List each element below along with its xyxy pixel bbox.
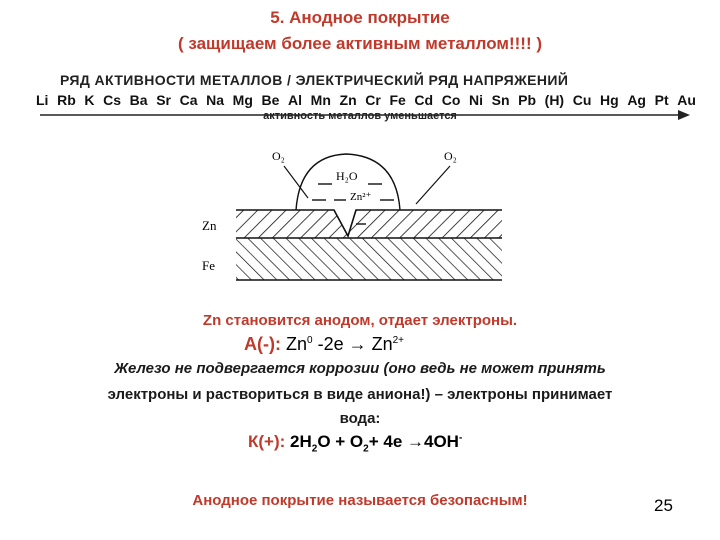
series-element: Sr bbox=[156, 92, 171, 108]
zn-layer-label: Zn bbox=[202, 218, 217, 233]
series-element: Ba bbox=[129, 92, 148, 108]
anode-equation bbox=[244, 334, 404, 355]
fe-layer-label: Fe bbox=[202, 258, 215, 273]
anode-eq-part1: Zn bbox=[286, 334, 308, 354]
series-element: Mg bbox=[232, 92, 253, 108]
anode-eq-sup1: 0 bbox=[307, 335, 313, 346]
anode-label: А(-): bbox=[244, 334, 281, 354]
series-element: Hg bbox=[600, 92, 619, 108]
slide-title: 5. Анодное покрытие bbox=[270, 8, 450, 27]
series-element: Cd bbox=[414, 92, 434, 108]
o2-right-label: O₂ bbox=[444, 149, 457, 163]
series-element: Be bbox=[261, 92, 280, 108]
activity-arrow-label: активность металлов уменьшается bbox=[263, 110, 457, 122]
cathode-equation bbox=[248, 432, 462, 454]
cathode-eq-sup: - bbox=[458, 432, 463, 444]
series-element: Ag bbox=[627, 92, 646, 108]
series-element: Na bbox=[206, 92, 225, 108]
zn-ion-label: Zn²⁺ bbox=[350, 191, 372, 203]
cathode-eq-part1: 2H bbox=[285, 432, 312, 451]
conclusion-text: Анодное покрытие называется безопасным! bbox=[192, 492, 528, 509]
text-line-anode: Zn становится анодом, отдает электроны. bbox=[202, 312, 518, 329]
zn-layer bbox=[236, 210, 502, 238]
series-element: K bbox=[84, 92, 95, 108]
series-element: Au bbox=[677, 92, 696, 108]
cathode-eq-part2: O + O bbox=[317, 432, 364, 451]
text-line-electrons: электроны и раствориться в виде аниона!) – электроны принимает bbox=[107, 386, 613, 403]
cathode-eq-part3: + 4e →4OH bbox=[368, 432, 459, 451]
fe-layer bbox=[236, 238, 502, 280]
series-element: Ca bbox=[179, 92, 198, 108]
series-element: Zn bbox=[339, 92, 357, 108]
h2o-label: H₂O bbox=[336, 169, 358, 183]
series-element: Fe bbox=[389, 92, 406, 108]
activity-series-heading: РЯД АКТИВНОСТИ МЕТАЛЛОВ / ЭЛЕКТРИЧЕСКИЙ РЯД НАПРЯЖЕНИЙ bbox=[60, 72, 569, 88]
series-element: Cr bbox=[365, 92, 381, 108]
series-element: Rb bbox=[57, 92, 76, 108]
series-element: Co bbox=[441, 92, 461, 108]
activity-series-elements bbox=[36, 92, 696, 108]
text-line-iron: Железо не подвергается коррозии (оно ведь не может принять bbox=[114, 360, 606, 377]
series-element: Cu bbox=[572, 92, 592, 108]
series-element: Cs bbox=[103, 92, 122, 108]
series-element: Pt bbox=[654, 92, 669, 108]
series-element: Ni bbox=[469, 92, 483, 108]
series-element: Sn bbox=[491, 92, 510, 108]
series-element: Mn bbox=[310, 92, 331, 108]
slide-subtitle: ( защищаем более активным металлом!!!! ) bbox=[177, 34, 543, 53]
text-line-water: вода: bbox=[339, 410, 381, 427]
series-element: (H) bbox=[544, 92, 565, 108]
anodic-coating-diagram bbox=[200, 140, 520, 290]
series-element: Pb bbox=[518, 92, 537, 108]
page-number: 25 bbox=[654, 496, 673, 515]
cathode-eq-sub2: 2 bbox=[363, 443, 369, 455]
o2-left-label: O₂ bbox=[272, 149, 285, 163]
anode-eq-sup2: 2+ bbox=[392, 335, 405, 346]
series-element: Al bbox=[288, 92, 303, 108]
series-element: Li bbox=[36, 92, 49, 108]
cathode-label: К(+): bbox=[248, 432, 286, 451]
cathode-eq-sub1: 2 bbox=[311, 443, 318, 455]
anode-eq-part2: -2e → Zn bbox=[312, 334, 393, 354]
